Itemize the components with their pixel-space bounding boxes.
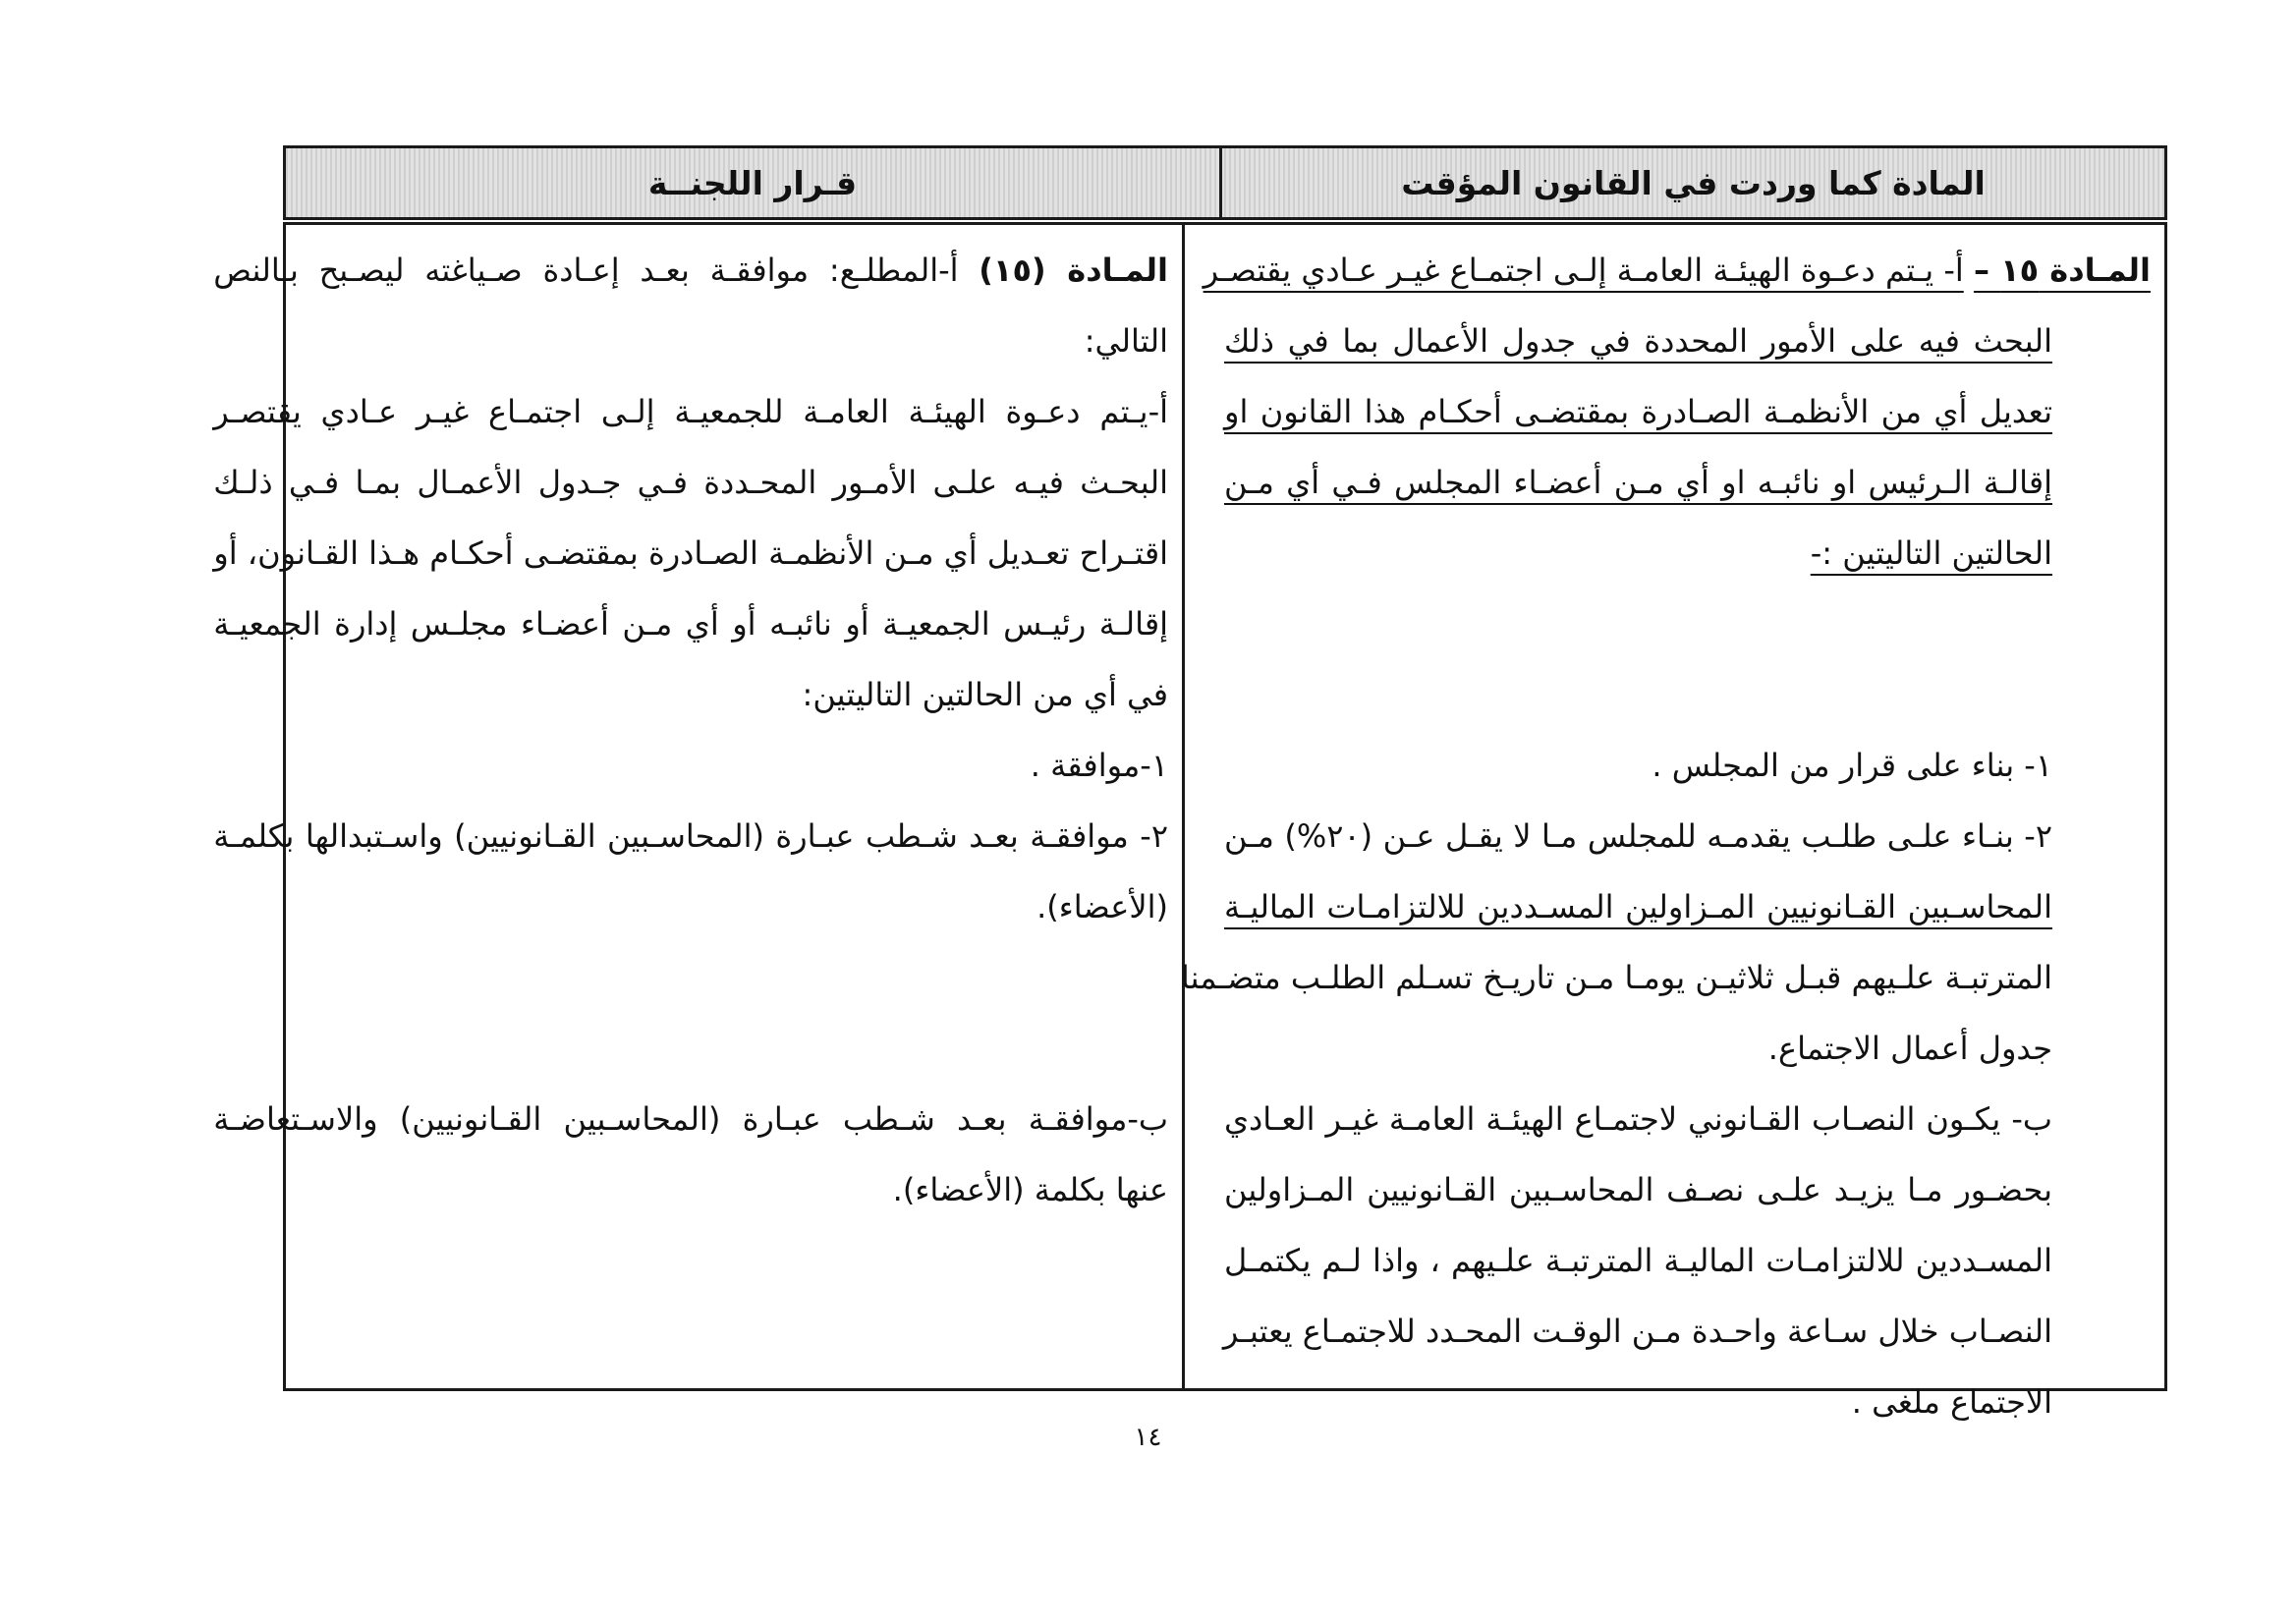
text-line: جدول أعمال الاجتماع. [1767,1030,2052,1067]
text-line: عنها بكلمة (الأعضاء). [892,1171,1168,1208]
text-span: أ-المطلـع: موافقـة بعـد إعـادة صـياغته ليصـبح بـالنص [213,252,959,289]
table-header [283,145,2167,220]
text-line: النصـاب خلال سـاعة واحـدة مـن الوقـت المحـدد للاجتمـاع يعتبـر [1222,1313,2052,1350]
text-line: التالي: [1084,322,1168,360]
article-label: المـادة (١٥) [979,252,1169,289]
header-committee-decision: قـرار اللجنــة [647,163,858,202]
list-item: ٢- موافقـة بعـد شـطب عبـارة (المحاسـبين القـانونيين) واسـتبدالها بكلمـة [213,817,1168,855]
text-line [1203,235,2151,306]
spacer [1224,588,2151,730]
list-item: ١-موافقة . [1030,747,1168,784]
text-line: في أي من الحالتين التاليتين: [802,676,1168,713]
text-span: أ- يـتم دعـوة الهيئـة العامـة إلـى اجتمـاع غيـر عـادي يقتصـر [1203,252,1964,289]
text-line: إقالـة الـرئيس او نائبـه او أي مـن أعضـاء المجلس فـي أي مـن [1224,464,2052,501]
list-item: ٢- بنـاء علـى طلـب يقدمـه للمجلس مـا لا يقـل عـن (٢٠%) مـن [1224,817,2053,855]
text-line: تعديل أي من الأنظمـة الصـادرة بمقتضـى أحكـام هذا القانون او [1224,393,2052,430]
list-item: ١- بناء على قرار من المجلس . [1652,747,2052,784]
text-line: الاجتماع ملغى . [1851,1383,2052,1421]
text-line: اقتـراح تعـديل أي مـن الأنظمـة الصـادرة بمقتضـى أحكـام هـذا القـانون، أو [213,534,1168,572]
spacer [213,942,1168,1084]
page-number: ١٤ [1134,1423,1162,1452]
text-line: البحث فيه على الأمور المحددة في جدول الأعمال بما في ذلك [1224,322,2052,360]
text-line: إقالـة رئيـس الجمعيـة أو نائبـه أو أي مـن أعضـاء مجلـس إدارة الجمعيـة [213,605,1168,643]
header-original-law: المادة كما وردت في القانون المؤقت [1219,148,2164,217]
text-line: (الأعضاء). [1036,888,1168,925]
text-line: المسـددين للالتزامـات الماليـة المترتبـة علـيهم ، واذا لـم يكتمـل [1224,1242,2052,1279]
original-law-column [1180,225,2164,1421]
text-line: أ-يـتم دعـوة الهيئـة العامـة للجمعيـة إلـى اجتمـاع غيـر عـادي يقتصـر [213,393,1168,430]
text-line: الحالتين التاليتين :- [1810,534,2052,572]
text-line: البحـث فيـه علـى الأمـور المحـددة فـي جـدول الأعمـال بمـا فـي ذلـك [213,464,1168,501]
text-line: ب-موافقـة بعـد شـطب عبـارة (المحاسـبين القـانونيين) والاسـتعاضـة [213,1100,1168,1138]
committee-decision-column [196,225,1182,1388]
text-line: المحاسـبين القـانونيين المـزاولين المسـددين للالتزامـات الماليـة [1224,888,2052,925]
text-line: بحضـور مـا يزيـد علـى نصـف المحاسـبين القـانونيين المـزاولين [1224,1171,2052,1208]
text-line: المترتبـة علـيهم قبـل ثلاثيـن يومـا مـن تاريـخ تسـلم الطلـب متضـمنا [1180,959,2052,996]
text-line [213,235,1168,306]
article-label: المـادة ١٥ – [1973,252,2151,289]
text-line: ب- يكـون النصـاب القـانوني لاجتمـاع الهيئـة العامـة غيـر العـادي [1224,1100,2052,1138]
comparison-table [213,222,2167,1421]
